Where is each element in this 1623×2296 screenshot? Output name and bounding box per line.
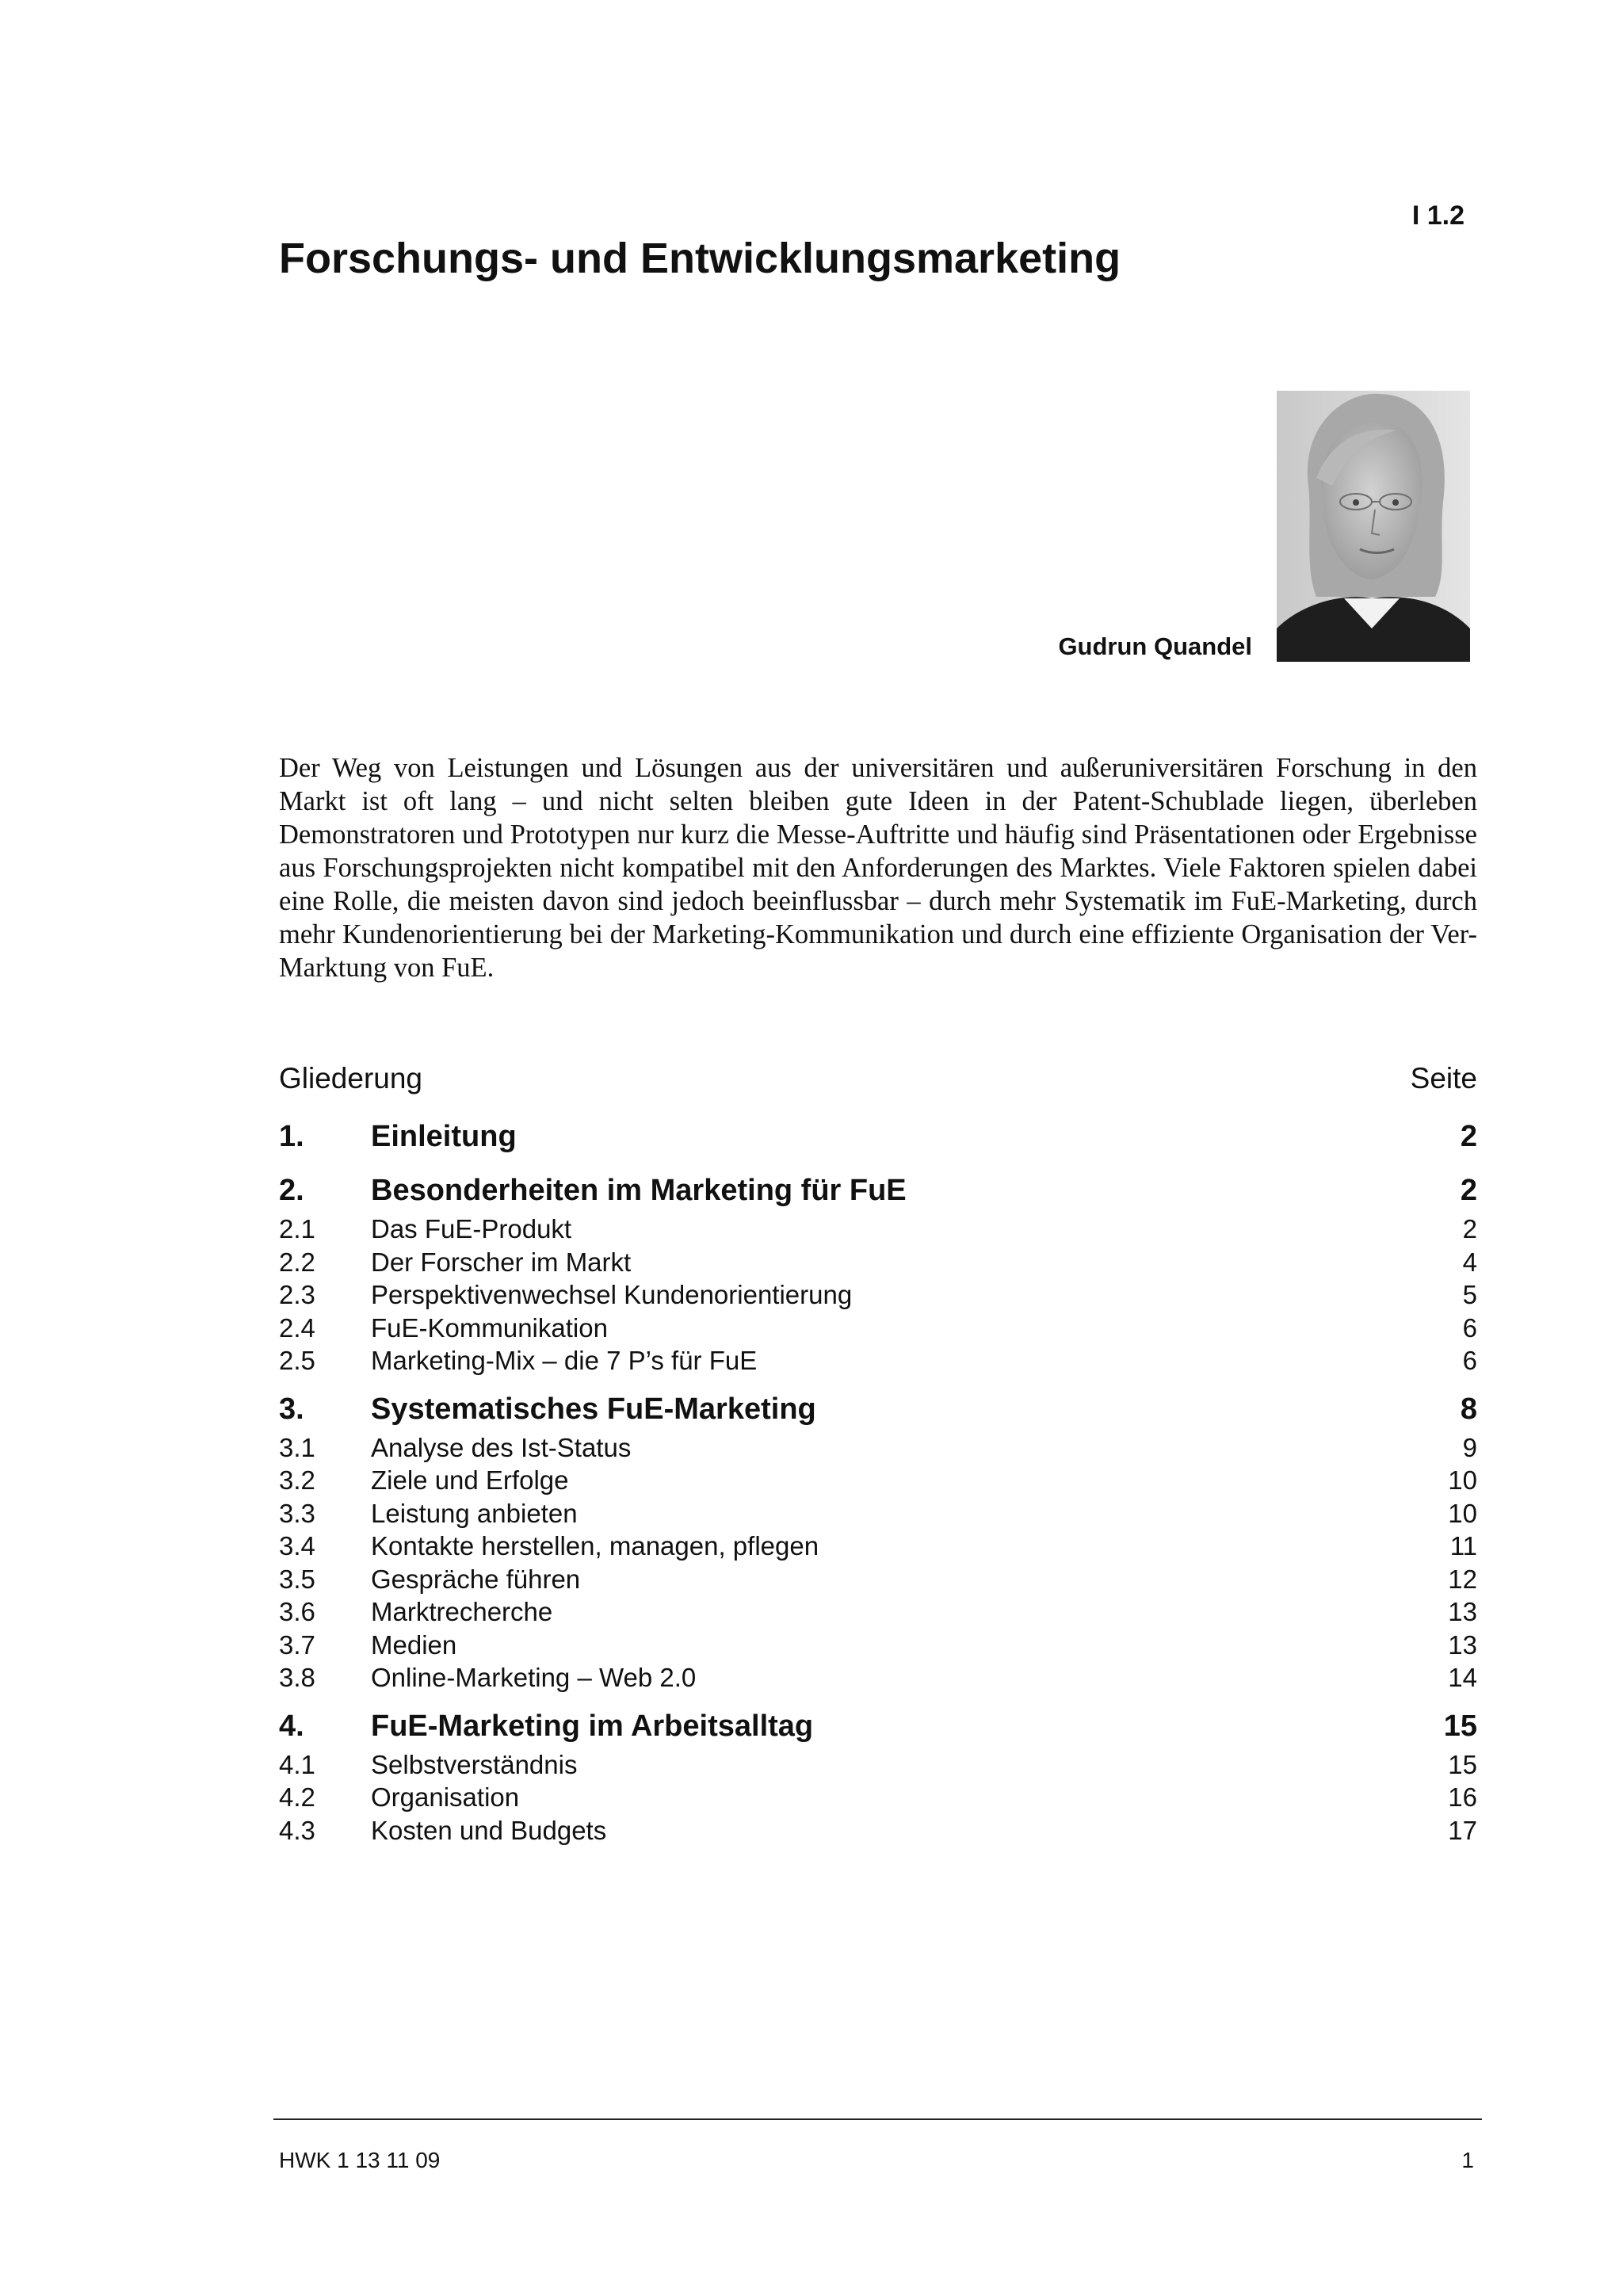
toc-subsection-number: 4.2 [279,1782,315,1812]
toc-subsection-page: 10 [1448,1498,1477,1528]
toc-subsection-row [279,1748,1477,1782]
toc-subsection-title: FuE-Kommunikation [371,1312,608,1343]
toc-subsection-page: 13 [1448,1629,1477,1660]
toc-subsection-page: 5 [1462,1280,1477,1309]
toc-subsection-number: 3.4 [279,1531,315,1561]
section-code: I 1.2 [1411,201,1465,231]
toc-section-number: 4. [279,1709,304,1743]
toc-subsection-title: Kosten und Budgets [371,1815,607,1845]
toc-subsection-page: 10 [1448,1465,1477,1495]
toc-subsection-number: 4.3 [279,1815,315,1845]
toc-subsection-row [279,1278,1477,1312]
toc-subsection-number: 3.8 [279,1663,315,1692]
toc-subsection-page: 14 [1448,1663,1477,1692]
footer-document-code: HWK 1 13 11 09 [279,2148,441,2172]
toc-subsection-row [279,1781,1477,1814]
footer-page-number: 1 [1461,2148,1474,2172]
author-photo [1277,391,1470,662]
toc-subsection-number: 2.1 [279,1214,315,1244]
toc-subsection-title: Kontakte herstellen, managen, pflegen [371,1531,819,1561]
toc-subsection-page: 2 [1462,1214,1477,1244]
toc-page-heading: Seite [1410,1062,1477,1095]
toc-subsection-page: 9 [1462,1432,1477,1462]
toc-subsection-page: 16 [1448,1782,1477,1812]
toc-subsection-title: Ziele und Erfolge [371,1465,569,1495]
toc-subsection-title: Organisation [371,1782,520,1812]
toc-subsection-row [279,1661,1477,1694]
toc-subsection-row [279,1464,1477,1497]
toc-section-page: 2 [1460,1120,1477,1153]
toc-subsection-number: 4.1 [279,1749,315,1779]
toc-subsection-title: Marktrecherche [371,1597,553,1626]
toc-subsection-title: Medien [371,1629,457,1660]
toc-section-title: Einleitung [371,1120,517,1153]
toc-subsection-page: 6 [1462,1346,1477,1375]
toc-subsection-number: 2.3 [279,1280,315,1309]
toc-subsection-title: Gespräche führen [371,1564,581,1594]
toc-subsection-number: 2.5 [279,1346,315,1375]
footer-divider [273,2118,1482,2120]
toc-section-page: 15 [1443,1709,1477,1743]
toc-section-number: 1. [279,1120,304,1153]
toc-subsection-row [279,1563,1477,1596]
toc-section-title: Besonderheiten im Marketing für FuE [371,1174,907,1207]
author-portrait-image [1277,391,1470,662]
toc-heading: Gliederung [279,1062,423,1095]
toc-subsection-title: Der Forscher im Markt [371,1247,632,1277]
toc-section-number: 3. [279,1392,304,1426]
toc-section-title: FuE-Marketing im Arbeitsalltag [371,1709,814,1743]
toc-subsection-page: 6 [1462,1312,1477,1343]
toc-subsection-title: Online-Marketing – Web 2.0 [371,1663,697,1692]
abstract-paragraph: Der Weg von Leistungen und Lösungen aus der universitären und außeruniversitären Forschung in den Markt ist oft lang – und nicht selten bleiben gute Ideen in der Patent-Schublade liegen, überleben Demonstratoren und Prototypen nur kurz die Messe-Auftritte und häufig sind Präsentationen oder Ergebnisse aus Forschungsprojekten nicht kompatibel mit den Anforderungen des Marktes. Viele Faktoren spielen dabei eine Rolle, die meisten davon sind jedoch beeinflussbar – durch mehr Systematik im FuE-Marketing, durch mehr Kundenorientierung bei der Marketing-Kommunikation und durch eine effiziente Organisation der Ver-Marktung von FuE. [279,753,1477,983]
toc-subsection-number: 3.6 [279,1597,315,1626]
toc-section-page: 2 [1460,1174,1477,1207]
toc-subsection-number: 3.5 [279,1564,315,1594]
toc-subsection-page: 15 [1448,1749,1477,1779]
toc-subsection-page: 4 [1462,1247,1477,1277]
toc-section-title: Systematisches FuE-Marketing [371,1392,816,1426]
toc-subsection-row [279,1431,1477,1465]
toc-subsection-title: Leistung anbieten [371,1498,578,1528]
toc-subsection-title: Selbstverständnis [371,1749,578,1779]
toc-header [279,1059,1477,1098]
toc-section-row [279,1114,1477,1159]
toc-subsection-page: 13 [1448,1597,1477,1626]
table-of-contents [279,1059,1477,1847]
toc-entries [279,1114,1477,1847]
toc-subsection-page: 17 [1448,1815,1477,1845]
toc-section-row [279,1704,1477,1748]
toc-subsection-row [279,1595,1477,1629]
author-name: Gudrun Quandel [1058,632,1252,660]
toc-subsection-row [279,1246,1477,1279]
toc-subsection-row [279,1213,1477,1246]
toc-subsection-title: Perspektivenwechsel Kundenorientierung [371,1280,853,1309]
toc-subsection-title: Das FuE-Produkt [371,1214,572,1244]
toc-subsection-title: Marketing-Mix – die 7 P’s für FuE [371,1346,758,1375]
toc-section-row [279,1387,1477,1431]
toc-subsection-title: Analyse des Ist-Status [371,1432,632,1462]
page-title: Forschungs- und Entwicklungsmarketing [279,235,1121,282]
toc-subsection-page: 11 [1449,1531,1477,1561]
toc-subsection-number: 3.2 [279,1465,315,1495]
toc-subsection-row [279,1497,1477,1530]
toc-subsection-page: 12 [1448,1564,1477,1594]
toc-subsection-number: 2.2 [279,1247,315,1277]
toc-subsection-number: 3.7 [279,1629,315,1660]
toc-subsection-row [279,1814,1477,1847]
toc-section-row [279,1168,1477,1213]
toc-subsection-row [279,1344,1477,1377]
toc-section-page: 8 [1460,1392,1477,1426]
toc-subsection-row [279,1530,1477,1563]
toc-subsection-row [279,1312,1477,1345]
toc-section-number: 2. [279,1174,304,1207]
toc-subsection-row [279,1629,1477,1662]
toc-subsection-number: 3.3 [279,1498,315,1528]
toc-subsection-number: 3.1 [279,1432,315,1462]
toc-subsection-number: 2.4 [279,1312,315,1343]
